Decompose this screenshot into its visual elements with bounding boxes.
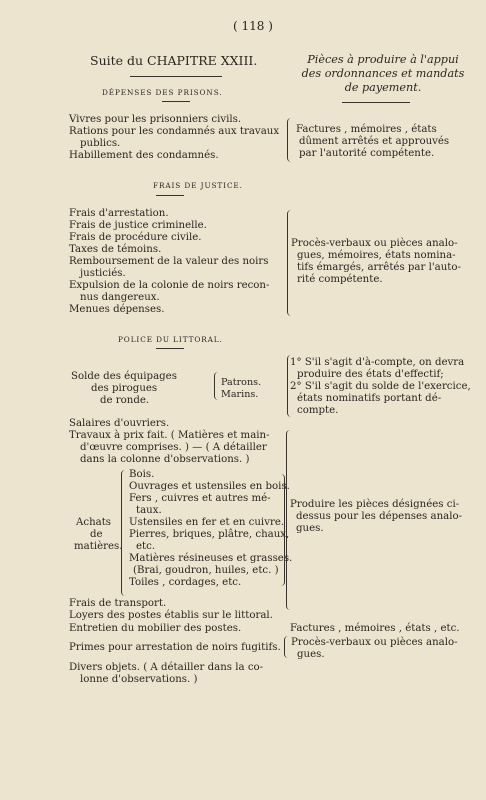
list-item: Menues dépenses. xyxy=(69,304,165,315)
section-rule xyxy=(156,348,184,349)
achats-label: de xyxy=(90,529,103,540)
list-item: Ustensiles en fer et en cuivre. xyxy=(129,517,285,528)
list-item: etc. xyxy=(136,541,156,552)
left-header-rule xyxy=(130,76,222,77)
list-item: Matières résineuses et grasses. xyxy=(129,553,293,564)
list-item: Habillement des condamnés. xyxy=(69,150,219,161)
list-item: Travaux à prix fait. ( Matières et main- xyxy=(69,430,270,441)
brace xyxy=(121,470,126,596)
brace xyxy=(214,372,219,400)
brace xyxy=(287,118,292,162)
achats-label: matières. xyxy=(74,541,123,552)
section-title-littoral: POLICE DU LITTORAL. xyxy=(118,335,223,344)
section-title-prisons: DÉPENSES DES PRISONS. xyxy=(102,88,223,97)
list-item: Toiles , cordages, etc. xyxy=(129,577,242,588)
list-item: lonne d'observations. ) xyxy=(80,674,198,685)
list-item: Entretien du mobilier des postes. xyxy=(69,623,242,634)
list-item: Bois. xyxy=(129,469,155,480)
list-item: Pierres, briques, plâtre, chaux, xyxy=(129,529,290,540)
list-item: taux. xyxy=(136,505,162,516)
right-header: Pièces à produire à l'appui des ordonnances et mandats de payement. xyxy=(301,53,465,94)
list-item: Ouvrages et ustensiles en bois. xyxy=(129,481,290,492)
pieces-line: gues. xyxy=(296,523,324,534)
pieces-line: compte. xyxy=(297,405,339,416)
pieces-line: tifs émargés, arrêtés par l'auto- xyxy=(297,262,461,273)
list-item: Patrons. xyxy=(221,377,262,388)
list-item: Expulsion de la colonie de noirs recon- xyxy=(69,280,270,291)
list-item: Frais de procédure civile. xyxy=(69,232,202,243)
list-item: Fers , cuivres et autres mé- xyxy=(129,493,271,504)
pieces-line: Factures , mémoires , états xyxy=(296,124,437,135)
list-item: Salaires d'ouvriers. xyxy=(69,418,170,429)
list-item: publics. xyxy=(80,138,121,149)
list-item: Taxes de témoins. xyxy=(69,244,162,255)
pieces-line: 2° S'il s'agit du solde de l'exercice, xyxy=(290,381,471,392)
list-item: Frais de justice criminelle. xyxy=(69,220,207,231)
pieces-line: dûment arrêtés et approuvés xyxy=(299,136,450,147)
list-item: Rations pour les condamnés aux travaux xyxy=(69,126,280,137)
list-item: Remboursement de la valeur des noirs xyxy=(69,256,269,267)
list-item: Frais d'arrestation. xyxy=(69,208,169,219)
pieces-line: Procès-verbaux ou pièces analo- xyxy=(291,238,458,249)
list-item: (Brai, goudron, huiles, etc. ) xyxy=(133,565,279,576)
list-item: des pirogues xyxy=(91,383,158,394)
achats-label: Achats xyxy=(76,517,112,528)
right-header-rule xyxy=(342,102,410,103)
brace xyxy=(287,210,292,316)
list-item: Loyers des postes établis sur le littoral. xyxy=(69,610,273,621)
list-item: Vivres pour les prisonniers civils. xyxy=(69,114,242,125)
pieces-line: dessus pour les dépenses analo- xyxy=(296,511,463,522)
pieces-line: gues, mémoires, états nomina- xyxy=(297,250,456,261)
pieces-line: Produire les pièces désignées ci- xyxy=(290,499,460,510)
list-item: de ronde. xyxy=(100,395,150,406)
section-rule xyxy=(162,101,190,102)
pieces-line: 1° S'il s'agit d'à-compte, on devra xyxy=(290,357,465,368)
pieces-line: gues. xyxy=(297,649,325,660)
brace xyxy=(280,474,285,586)
brace xyxy=(286,430,291,610)
section-rule xyxy=(156,195,184,196)
list-item: justiciés. xyxy=(80,268,126,279)
pieces-line: Procès-verbaux ou pièces analo- xyxy=(291,637,458,648)
pieces-line: produire des états d'effectif; xyxy=(297,369,444,380)
list-item: d'œuvre comprises. ) — ( A détailler xyxy=(80,442,267,453)
list-item: Primes pour arrestation de noirs fugitifs. xyxy=(69,642,281,653)
list-item: Marins. xyxy=(221,389,259,400)
page-number: ( 118 ) xyxy=(233,19,273,33)
pieces-line: Factures , mémoires , états , etc. xyxy=(290,623,460,634)
list-item: dans la colonne d'observations. ) xyxy=(80,454,250,465)
pieces-line: par l'autorité compétente. xyxy=(299,148,435,159)
list-item: Divers objets. ( A détailler dans la co- xyxy=(69,662,264,673)
list-item: Solde des équipages xyxy=(71,371,177,382)
left-header: Suite du CHAPITRE XXIII. xyxy=(90,53,258,68)
section-title-justice: FRAIS DE JUSTICE. xyxy=(153,181,243,190)
brace xyxy=(284,636,289,658)
list-item: Frais de transport. xyxy=(69,598,167,609)
list-item: nus dangereux. xyxy=(80,292,160,303)
pieces-line: états nominatifs portant dé- xyxy=(297,393,442,404)
pieces-line: rité compétente. xyxy=(297,274,383,285)
